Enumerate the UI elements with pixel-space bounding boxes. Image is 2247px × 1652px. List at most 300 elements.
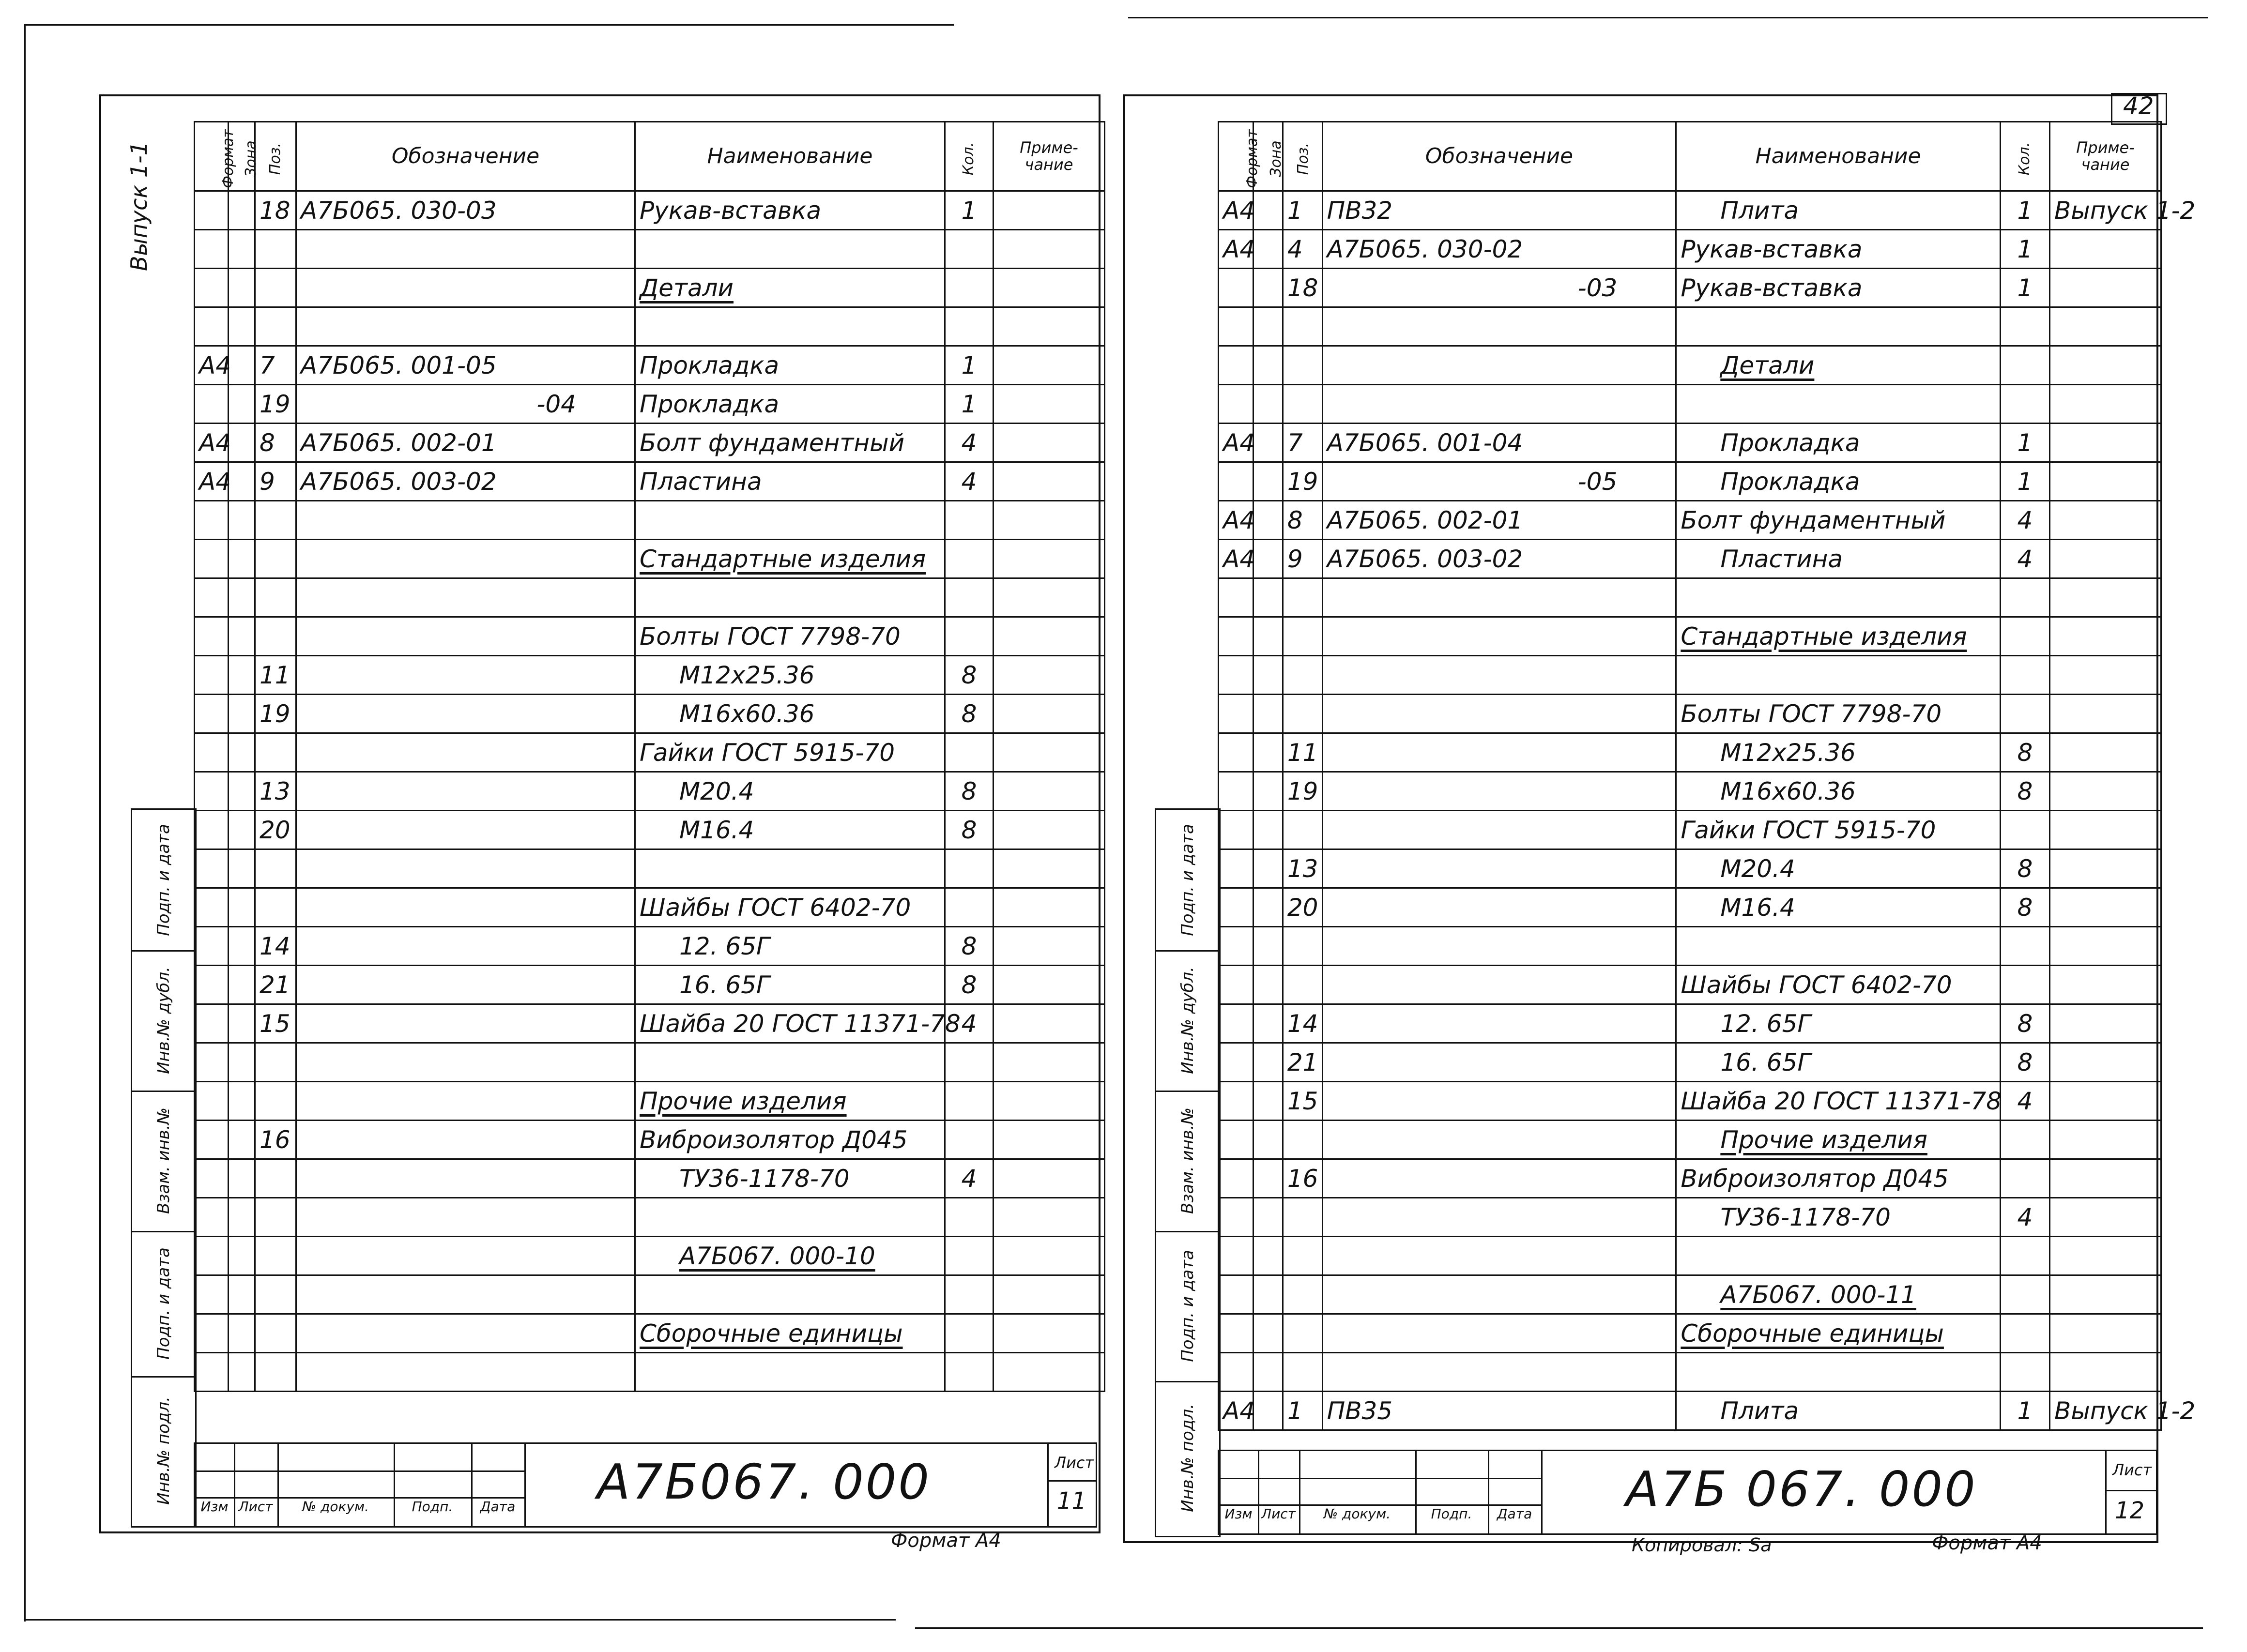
designation-cell-text: А7Б065. 002-01 [1327, 506, 1523, 534]
spec-row [195, 191, 1105, 230]
quantity-cell [945, 1159, 994, 1198]
format-cell [1219, 1198, 1253, 1237]
designation-cell [1322, 1121, 1676, 1159]
tb-izm: Изм [195, 1497, 235, 1526]
designation-cell [296, 888, 635, 927]
name-cell-text: Прочие изделия [640, 1087, 847, 1115]
zone-cell [229, 1275, 255, 1314]
format-cell [195, 191, 229, 230]
quantity-cell-text: 4 [2017, 506, 2033, 534]
format-cell [1219, 385, 1253, 424]
spec-row [195, 1159, 1105, 1198]
name-cell [635, 501, 945, 540]
format-cell [1219, 617, 1253, 656]
format-cell-text: А4 [1223, 506, 1255, 534]
zone-cell [229, 849, 255, 888]
name-cell [635, 888, 945, 927]
note-cell [994, 1043, 1105, 1082]
quantity-cell [945, 269, 994, 307]
quantity-cell-text: 4 [2017, 1203, 2033, 1231]
name-cell-text: Гайки ГОСТ 5915-70 [1681, 816, 1936, 844]
spec-row [1219, 617, 2161, 656]
note-cell [994, 307, 1105, 346]
note-cell-text: Выпуск 1-2 [2054, 1396, 2196, 1425]
format-cell [195, 1121, 229, 1159]
note-cell [2049, 695, 2161, 733]
right-spec-table [1218, 121, 2196, 1431]
right-sheet-number: 12 [2115, 1497, 2145, 1524]
left-format-label: Формат А4 [891, 1530, 1001, 1552]
zone-cell [229, 1121, 255, 1159]
spec-row [195, 811, 1105, 849]
designation-cell [296, 540, 635, 578]
quantity-cell [2000, 1353, 2049, 1392]
position-cell-text: 11 [260, 661, 290, 689]
format-cell [195, 1275, 229, 1314]
name-cell [1676, 888, 2000, 927]
position-cell-text: 20 [1287, 893, 1318, 922]
spec-row [1219, 191, 2161, 230]
left-sheet-number: 11 [1057, 1487, 1087, 1515]
name-cell [635, 772, 945, 811]
name-cell-text: Шайбы ГОСТ 6402-70 [640, 893, 911, 922]
position-cell [1283, 1198, 1322, 1237]
format-cell [1219, 733, 1253, 772]
sidebar-cell: Взам. инв.№ [1156, 1091, 1219, 1232]
quantity-cell [945, 1121, 994, 1159]
spec-row [1219, 1043, 2161, 1082]
position-cell [1283, 733, 1322, 772]
position-cell [1283, 540, 1322, 578]
note-cell [2049, 1198, 2161, 1237]
position-cell-text: 15 [1287, 1087, 1318, 1115]
name-cell-text: Болт фундаментный [640, 428, 905, 457]
position-cell-text: 21 [1287, 1048, 1318, 1076]
name-cell [1676, 811, 2000, 849]
designation-cell [1322, 1237, 1676, 1275]
name-cell-text: Шайба 20 ГОСТ 11371-78 [1681, 1087, 2002, 1115]
note-cell [994, 617, 1105, 656]
name-cell [635, 269, 945, 307]
quantity-cell [2000, 1004, 2049, 1043]
format-cell [1219, 191, 1253, 230]
position-cell [1283, 1121, 1322, 1159]
quantity-cell-text: 1 [2017, 235, 2033, 263]
name-cell [1676, 1275, 2000, 1314]
header-note: Приме- чание [2049, 122, 2161, 191]
sidebar-cell: Подп. и дата [1156, 810, 1219, 952]
position-cell-text: 14 [260, 932, 290, 960]
zone-cell [229, 424, 255, 462]
left-title-block [194, 1442, 1097, 1528]
name-cell-text: М16.4 [679, 816, 754, 844]
copied-by-label: Копировал: Sa [1632, 1534, 1772, 1556]
position-cell [255, 307, 296, 346]
note-cell [994, 501, 1105, 540]
quantity-cell [2000, 1392, 2049, 1430]
note-cell [994, 385, 1105, 424]
name-cell-text: Виброизолятор Д045 [1681, 1164, 1949, 1193]
designation-cell [1322, 385, 1676, 424]
name-cell [635, 578, 945, 617]
quantity-cell [2000, 462, 2049, 501]
name-cell [635, 966, 945, 1004]
quantity-cell [2000, 1082, 2049, 1121]
format-cell [1219, 1353, 1253, 1392]
name-cell [635, 540, 945, 578]
format-cell [195, 772, 229, 811]
zone-cell [1253, 811, 1283, 849]
spec-row [195, 540, 1105, 578]
designation-cell [296, 617, 635, 656]
spec-row [1219, 501, 2161, 540]
position-cell [255, 1314, 296, 1353]
position-cell-text: 13 [1287, 854, 1318, 883]
note-cell [2049, 1004, 2161, 1043]
spec-row [195, 1237, 1105, 1275]
name-cell [1676, 966, 2000, 1004]
header-format: Формат [1219, 122, 1253, 191]
zone-cell [1253, 695, 1283, 733]
position-cell [1283, 501, 1322, 540]
position-cell-text: 16 [260, 1125, 290, 1154]
quantity-cell [2000, 230, 2049, 269]
quantity-cell [2000, 269, 2049, 307]
designation-cell [296, 1353, 635, 1392]
note-cell [994, 1275, 1105, 1314]
note-cell [2049, 1275, 2161, 1314]
name-cell-text: М12х25.36 [679, 661, 815, 689]
name-cell-text: Детали [1720, 351, 1815, 379]
designation-cell [1322, 888, 1676, 927]
format-cell [195, 307, 229, 346]
designation-cell [1322, 733, 1676, 772]
position-cell-text: 18 [1287, 273, 1318, 302]
zone-cell [229, 656, 255, 695]
format-cell [1219, 462, 1253, 501]
format-cell [1219, 1237, 1253, 1275]
zone-cell [229, 540, 255, 578]
zone-cell [229, 733, 255, 772]
quantity-cell-text: 4 [2017, 1087, 2033, 1115]
sidebar-cell: Подп. и дата [132, 810, 195, 952]
zone-cell [1253, 269, 1283, 307]
zone-cell [229, 269, 255, 307]
position-cell [255, 966, 296, 1004]
name-cell [1676, 1237, 2000, 1275]
format-cell [195, 1198, 229, 1237]
position-cell [255, 1198, 296, 1237]
name-cell-text: Гайки ГОСТ 5915-70 [640, 738, 895, 767]
position-cell [1283, 1353, 1322, 1392]
quantity-cell [2000, 1121, 2049, 1159]
format-cell [1219, 927, 1253, 966]
position-cell [255, 1237, 296, 1275]
position-cell-text: 8 [260, 428, 275, 457]
designation-cell [1322, 191, 1676, 230]
tb-ndoc: № докум. [277, 1497, 395, 1526]
quantity-cell [945, 656, 994, 695]
name-cell [635, 385, 945, 424]
quantity-cell [2000, 346, 2049, 385]
tb-podp: Подп. [1415, 1504, 1489, 1533]
position-cell [1283, 1082, 1322, 1121]
zone-cell [229, 1159, 255, 1198]
designation-cell [296, 811, 635, 849]
zone-cell [1253, 191, 1283, 230]
spec-row [195, 1121, 1105, 1159]
format-cell-text: А4 [1223, 1396, 1255, 1425]
name-cell [1676, 1159, 2000, 1198]
note-cell [994, 811, 1105, 849]
position-cell [1283, 269, 1322, 307]
name-cell-text: 12. 65Г [679, 932, 770, 960]
designation-cell [1322, 578, 1676, 617]
name-cell-text: Болт фундаментный [1681, 506, 1946, 534]
format-cell [195, 1237, 229, 1275]
name-cell [635, 733, 945, 772]
spec-row [195, 230, 1105, 269]
name-cell-text: Рукав-вставка [640, 196, 822, 225]
zone-cell [1253, 1082, 1283, 1121]
quantity-cell [945, 424, 994, 462]
designation-cell [1322, 540, 1676, 578]
position-cell-text: 7 [1287, 428, 1303, 457]
zone-cell [1253, 772, 1283, 811]
note-cell [2049, 849, 2161, 888]
header-format: Формат [195, 122, 229, 191]
designation-cell [296, 849, 635, 888]
quantity-cell [945, 811, 994, 849]
name-cell [635, 811, 945, 849]
designation-cell [1322, 695, 1676, 733]
format-cell [1219, 578, 1253, 617]
designation-cell [296, 1275, 635, 1314]
designation-cell [296, 927, 635, 966]
spec-row [1219, 656, 2161, 695]
header-designation: Обозначение [296, 122, 635, 191]
spec-row [195, 501, 1105, 540]
format-cell [195, 888, 229, 927]
note-cell [2049, 540, 2161, 578]
note-cell [2049, 385, 2161, 424]
zone-cell [229, 578, 255, 617]
quantity-cell [945, 1275, 994, 1314]
quantity-cell-text: 8 [2017, 1048, 2033, 1076]
tb-podp: Подп. [394, 1497, 473, 1526]
left-side-label: Выпуск 1-1 [126, 141, 152, 271]
position-cell [255, 1043, 296, 1082]
format-cell [195, 927, 229, 966]
position-cell [255, 656, 296, 695]
note-cell [994, 1237, 1105, 1275]
designation-cell [296, 269, 635, 307]
name-cell [635, 1353, 945, 1392]
designation-cell-text: ПВ35 [1327, 1396, 1393, 1425]
note-cell [994, 772, 1105, 811]
quantity-cell [945, 888, 994, 927]
quantity-cell [945, 733, 994, 772]
name-cell [1676, 1004, 2000, 1043]
name-cell [1676, 656, 2000, 695]
spec-row [1219, 1237, 2161, 1275]
position-cell [255, 230, 296, 269]
format-cell [1219, 540, 1253, 578]
quantity-cell [945, 1314, 994, 1353]
position-cell [255, 1275, 296, 1314]
designation-cell [1322, 1198, 1676, 1237]
note-cell [2049, 1043, 2161, 1082]
name-cell-text: Прочие изделия [1720, 1125, 1927, 1154]
designation-cell-text: А7Б065. 001-04 [1327, 428, 1523, 457]
note-cell [2049, 1159, 2161, 1198]
position-cell-text: 16 [1287, 1164, 1318, 1193]
spec-row [195, 695, 1105, 733]
zone-cell [229, 1353, 255, 1392]
quantity-cell [2000, 424, 2049, 462]
zone-cell [1253, 1043, 1283, 1082]
note-cell [994, 269, 1105, 307]
zone-cell [229, 1004, 255, 1043]
note-cell [2049, 230, 2161, 269]
name-cell [635, 230, 945, 269]
quantity-cell [945, 1198, 994, 1237]
name-cell-text: Пластина [640, 467, 762, 496]
format-cell [1219, 501, 1253, 540]
zone-cell [1253, 617, 1283, 656]
spec-row [195, 578, 1105, 617]
quantity-cell [945, 346, 994, 385]
spec-row [1219, 772, 2161, 811]
name-cell-text: Болты ГОСТ 7798-70 [640, 622, 901, 651]
position-cell [255, 385, 296, 424]
spec-row [195, 1275, 1105, 1314]
position-cell-text: 9 [260, 467, 275, 496]
quantity-cell-text: 8 [961, 816, 977, 844]
format-cell [195, 695, 229, 733]
quantity-cell-text: 4 [961, 467, 977, 496]
right-page-number: 42 [2123, 92, 2154, 120]
quantity-cell [945, 540, 994, 578]
quantity-cell [945, 462, 994, 501]
designation-cell [1322, 1159, 1676, 1198]
spec-row [195, 307, 1105, 346]
sidebar-cell: Инв.№ дубл. [1156, 950, 1219, 1092]
name-cell [1676, 733, 2000, 772]
designation-cell [296, 656, 635, 695]
format-cell [195, 733, 229, 772]
note-cell [2049, 269, 2161, 307]
quantity-cell-text: 8 [2017, 1009, 2033, 1038]
position-cell-text: 19 [260, 699, 290, 728]
format-cell [195, 540, 229, 578]
left-sheet-label: Лист [1055, 1454, 1094, 1472]
position-cell [255, 462, 296, 501]
note-cell [2049, 462, 2161, 501]
spec-row [1219, 462, 2161, 501]
designation-cell [296, 501, 635, 540]
designation-cell [296, 1198, 635, 1237]
designation-cell [296, 424, 635, 462]
zone-cell [1253, 888, 1283, 927]
quantity-cell [2000, 772, 2049, 811]
format-cell [195, 501, 229, 540]
format-cell [1219, 849, 1253, 888]
quantity-cell [945, 1043, 994, 1082]
format-cell [195, 385, 229, 424]
spec-row [1219, 1159, 2161, 1198]
note-cell [994, 1121, 1105, 1159]
name-cell [635, 1082, 945, 1121]
format-cell [1219, 1004, 1253, 1043]
quantity-cell [2000, 578, 2049, 617]
note-cell [994, 849, 1105, 888]
designation-cell-text: А7Б065. 001-05 [301, 351, 497, 379]
position-cell [255, 578, 296, 617]
name-cell [635, 346, 945, 385]
quantity-cell [2000, 1043, 2049, 1082]
zone-cell [229, 501, 255, 540]
note-cell [2049, 578, 2161, 617]
position-cell-text: 1 [1287, 196, 1303, 225]
designation-cell-text: А7Б065. 030-03 [301, 196, 497, 225]
name-cell [1676, 927, 2000, 966]
name-cell [1676, 1043, 2000, 1082]
quantity-cell-text: 1 [2017, 1396, 2033, 1425]
format-cell [1219, 424, 1253, 462]
designation-cell-text: А7Б065. 003-02 [301, 467, 497, 496]
quantity-cell [2000, 656, 2049, 695]
quantity-cell [945, 501, 994, 540]
designation-cell [296, 385, 635, 424]
name-cell-text: Прокладка [640, 351, 780, 379]
designation-cell-text: -05 [1577, 467, 1618, 496]
zone-cell [1253, 346, 1283, 385]
note-cell [994, 1353, 1105, 1392]
quantity-cell [2000, 1275, 2049, 1314]
zone-cell [229, 1198, 255, 1237]
designation-cell [1322, 966, 1676, 1004]
format-cell [195, 269, 229, 307]
quantity-cell [2000, 385, 2049, 424]
name-cell-text: А7Б067. 000-11 [1720, 1280, 1916, 1309]
designation-cell [296, 1314, 635, 1353]
name-cell [1676, 1082, 2000, 1121]
format-cell [195, 617, 229, 656]
note-cell [2049, 1392, 2196, 1430]
right-sheet-label: Лист [2112, 1461, 2152, 1479]
designation-cell [1322, 772, 1676, 811]
position-cell [255, 772, 296, 811]
spec-row [195, 733, 1105, 772]
position-cell [1283, 346, 1322, 385]
quantity-cell-text: 8 [961, 970, 977, 999]
sidebar-cell: Инв.№ подл. [154, 1396, 173, 1505]
spec-row [1219, 1121, 2161, 1159]
name-cell-text: Шайба 20 ГОСТ 11371-78 [640, 1009, 961, 1038]
format-cell-text: А4 [1223, 235, 1255, 263]
designation-cell-text: А7Б065. 002-01 [301, 428, 497, 457]
tb-ndoc: № докум. [1299, 1504, 1417, 1533]
zone-cell [229, 346, 255, 385]
name-cell [635, 1314, 945, 1353]
header-name: Наименование [1676, 122, 2000, 191]
position-cell [1283, 927, 1322, 966]
quantity-cell-text: 8 [961, 699, 977, 728]
quantity-cell-text: 1 [961, 390, 977, 418]
position-cell [1283, 811, 1322, 849]
right-doc-number: А7Б 067. 000 [1626, 1461, 1977, 1517]
